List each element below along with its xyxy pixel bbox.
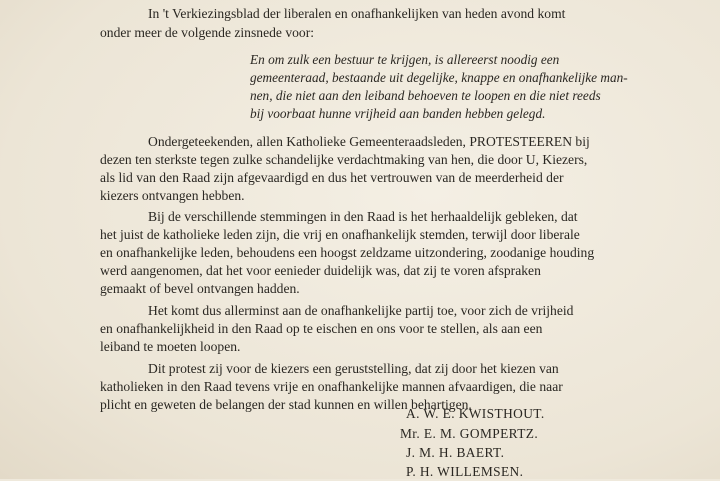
paragraph3-line-2: en onafhankelijkheid in den Raad op te eischen en ons voor te stellen, als aan een [100, 321, 543, 336]
intro-line-2: onder meer de volgende zinsnede voor: [100, 25, 315, 40]
signature-willemsen: P. H. WILLEMSEN. [406, 464, 524, 479]
paragraph3-line-3: leiband te moeten loopen. [100, 339, 241, 354]
quote-line-1: En om zulk een bestuur te krijgen, is allereerst noodig een [250, 52, 560, 67]
paragraph2-line-5: gemaakt of bevel ontvangen hadden. [100, 281, 300, 296]
quote-line-2: gemeenteraad, bestaande uit degelijke, knappe en onafhankelijke man- [250, 70, 628, 85]
paragraph4-line-2: katholieken in den Raad tevens vrije en onafhankelijke mannen afvaardigen, die naar [100, 379, 563, 394]
paragraph2-line-3: en onafhankelijke leden, behoudens een hoogst zeldzame uitzondering, zoodanige houding [100, 245, 595, 260]
quote-line-4: bij voorbaat hunne vrijheid aan banden hebben gelegd. [250, 106, 546, 121]
quote-line-3: nen, die niet aan den leiband behoeven te loopen en die niet reeds [250, 88, 601, 103]
paragraph1-line-3: als lid van den Raad zijn afgevaardigd en dus het vertrouwen van de meerderheid der [100, 170, 564, 185]
signature-baert: J. M. H. BAERT. [406, 445, 505, 460]
paragraph2-line-1: Bij de verschillende stemmingen in den Raad is het herhaaldelijk gebleken, dat [148, 209, 578, 224]
paragraph1-line-2: dezen ten sterkste tegen zulke schandelijke verdachtmaking van hen, die door U, Kiezers, [100, 152, 588, 167]
signature-kwisthout: A. W. E. KWISTHOUT. [406, 406, 545, 421]
signature-gompertz: Mr. E. M. GOMPERTZ. [400, 426, 539, 441]
paragraph4-line-3: plicht en geweten de belangen der stad kunnen en willen behartigen. [100, 397, 472, 412]
paragraph2-line-4: werd aangenomen, dat het voor eenieder duidelijk was, dat zij te voren afspraken [100, 263, 541, 278]
paragraph1-line-1: Ondergeteekenden, allen Katholieke Gemeenteraadsleden, PROTESTEEREN bij [148, 134, 590, 149]
paragraph1-line-4: kiezers ontvangen hebben. [100, 188, 245, 203]
paragraph3-line-1: Het komt dus allerminst aan de onafhankelijke partij toe, voor zich de vrijheid [148, 303, 574, 318]
intro-line-1: In 't Verkiezingsblad der liberalen en onafhankelijken van heden avond komt [148, 6, 566, 21]
paragraph2-line-2: het juist de katholieke leden zijn, die vrij en onafhankelijk stemden, terwijl door liberale [100, 227, 580, 242]
paragraph4-line-1: Dit protest zij voor de kiezers een geruststelling, dat zij door het kiezen van [148, 361, 559, 376]
